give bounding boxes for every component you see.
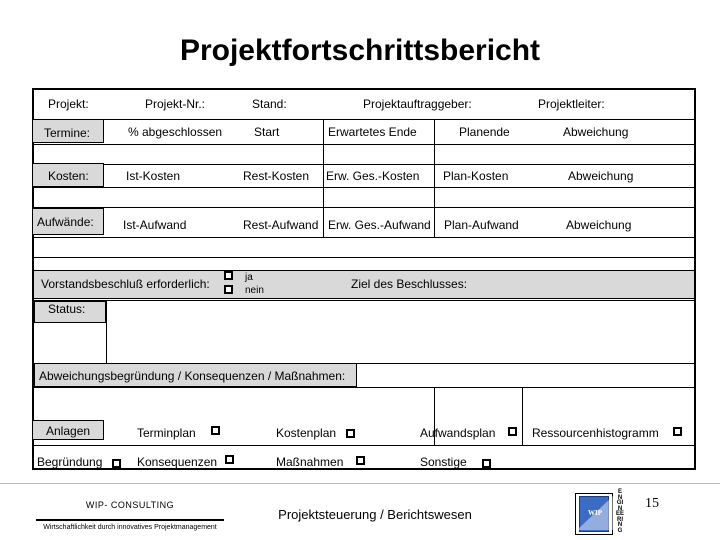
ziel-label: Ziel des Beschlusses: xyxy=(351,277,468,291)
aufwaende-col: Abweichung xyxy=(566,218,632,232)
company-underline xyxy=(36,519,224,521)
aufwaende-col: Ist-Aufwand xyxy=(123,218,187,232)
kostenplan-checkbox[interactable] xyxy=(346,429,355,438)
logo-side-text: ENGINEERING xyxy=(616,489,625,534)
anlagen-label: Anlagen xyxy=(32,420,104,440)
begruendung-item: Konsequenzen xyxy=(137,455,218,469)
ja-checkbox[interactable] xyxy=(224,271,233,280)
beschluss-label: Vorstandsbeschluß erforderlich: xyxy=(41,277,210,291)
kosten-col: Ist-Kosten xyxy=(126,169,181,183)
wip-logo xyxy=(575,490,630,537)
kosten-label: Kosten: xyxy=(32,163,104,187)
auftraggeber-label: Projektauftraggeber: xyxy=(363,97,472,111)
aufwandsplan-checkbox[interactable] xyxy=(508,427,517,436)
projektleiter-label: Projektleiter: xyxy=(538,97,605,111)
company-name: WIP- CONSULTING xyxy=(85,500,175,510)
kosten-col: Abweichung xyxy=(568,169,634,183)
sonstige-checkbox[interactable] xyxy=(482,459,491,468)
kosten-col: Plan-Kosten xyxy=(443,169,509,183)
begruendung-checkbox[interactable] xyxy=(112,459,121,468)
nein-label: nein xyxy=(245,285,264,296)
page-number: 15 xyxy=(645,496,659,511)
begruendung-item: Maßnahmen xyxy=(276,455,344,469)
termine-col: % abgeschlossen xyxy=(128,125,223,139)
nein-checkbox[interactable] xyxy=(224,285,233,294)
termine-col: Erwartetes Ende xyxy=(328,125,417,139)
termine-col: Start xyxy=(254,125,280,139)
footer-center-text: Projektsteuerung / Berichtswesen xyxy=(278,507,472,522)
begruendung-item: Sonstige xyxy=(420,455,467,469)
company-tagline: Wirtschaftlichkeit durch innovatives Projektmanagement xyxy=(43,524,217,531)
massnahmen-checkbox[interactable] xyxy=(356,456,365,465)
termine-col: Abweichung xyxy=(563,125,629,139)
aufwaende-col: Rest-Aufwand xyxy=(243,218,319,232)
ressourcenhistogramm-checkbox[interactable] xyxy=(673,427,682,436)
logo-text: WIP xyxy=(588,509,602,517)
termine-label: Termine: xyxy=(32,119,104,143)
stand-label: Stand: xyxy=(252,97,287,111)
anlage-item: Kostenplan xyxy=(276,426,337,440)
aufwaende-label: Aufwände: xyxy=(32,208,104,235)
kosten-col: Erw. Ges.-Kosten xyxy=(326,169,420,183)
footer-branding xyxy=(32,500,228,531)
page-title: Projektfortschrittsbericht xyxy=(179,34,541,67)
kosten-col: Rest-Kosten xyxy=(243,169,310,183)
abweichung-label: Abweichungsbegründung / Konsequenzen / Maßnahmen: xyxy=(39,369,346,383)
terminplan-checkbox[interactable] xyxy=(211,426,220,435)
aufwaende-col: Erw. Ges.-Aufwand xyxy=(328,218,431,232)
projekt-label: Projekt: xyxy=(48,97,89,111)
termine-col: Planende xyxy=(459,125,510,139)
status-label: Status: xyxy=(48,302,86,316)
anlage-item: Ressourcenhistogramm xyxy=(532,426,659,440)
projekt-nr-label: Projekt-Nr.: xyxy=(145,97,206,111)
begruendung-label: Begründung xyxy=(37,455,103,469)
aufwaende-col: Plan-Aufwand xyxy=(444,218,519,232)
footer-divider xyxy=(0,483,720,484)
konsequenzen-checkbox[interactable] xyxy=(225,455,234,464)
anlage-item: Terminplan xyxy=(137,426,196,440)
ja-label: ja xyxy=(245,272,253,283)
anlage-item: Aufwandsplan xyxy=(420,426,496,440)
